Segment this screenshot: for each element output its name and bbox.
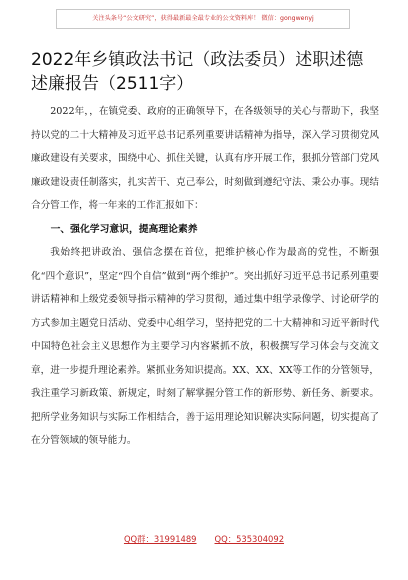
document-title: 2022年乡镇政法书记（政法委员）述职述德述廉报告（2511字） [31, 50, 364, 94]
qq-group-link[interactable]: QQ群：31991489 [123, 534, 197, 544]
contact-footer [0, 530, 408, 548]
document-body [31, 100, 379, 453]
section-heading: 一、强化学习意识，提高理论素养 [50, 223, 198, 235]
intro-paragraph: 2022年，，在镇党委、政府的正确领导下，在各级领导的关心与帮助下，我坚持以党的二十大精神及习近平总书记系列重要讲话精神为指导，深入学习贯彻党风廉政建设有关要求，围绕中心、抓住关键，认真有序开展工作，狠抓分管部门党风廉政建设责任制落实，扎实苦干、克己奉公，时刻做到遵纪守法、秉公办事。现结合分管工作，将一年来的工作汇报如下： [31, 106, 379, 211]
section-paragraph: 我始终把讲政治、强信念摆在首位，把维护核心作为最高的党性，不断强化“四个意识”，坚定“四个自信”做到“两个维护”。突出抓好习近平总书记系列重要讲话精神和上级党委领导指示精神的学习贯彻，通过集中组学录像学、讨论研学的方式参加主题党日活动、党委中心组学习，坚持把党的二十大精神和习近平新时代中国特色社会主义思想作为主要学习内容紧抓不放，积极撰写学习体会与交流文章，进一步提升理论素养。紧抓业务知识提高。XX、XX、XX等工作的分管领导，我注重学习新政策、新规定，时刻了解掌握分管工作的新形势、新任务、新要求。把所学业务知识与实际工作相结合，善于运用理论知识解决实际问题，切实提高了在分管领域的领导能力。 [31, 247, 379, 446]
qq-contact-link[interactable]: QQ：535304092 [214, 534, 285, 544]
promo-banner: 关注头条号“公文研究”，获得最新最全最专业的公文资料库！ 微信：gongwenyj [56, 9, 350, 29]
